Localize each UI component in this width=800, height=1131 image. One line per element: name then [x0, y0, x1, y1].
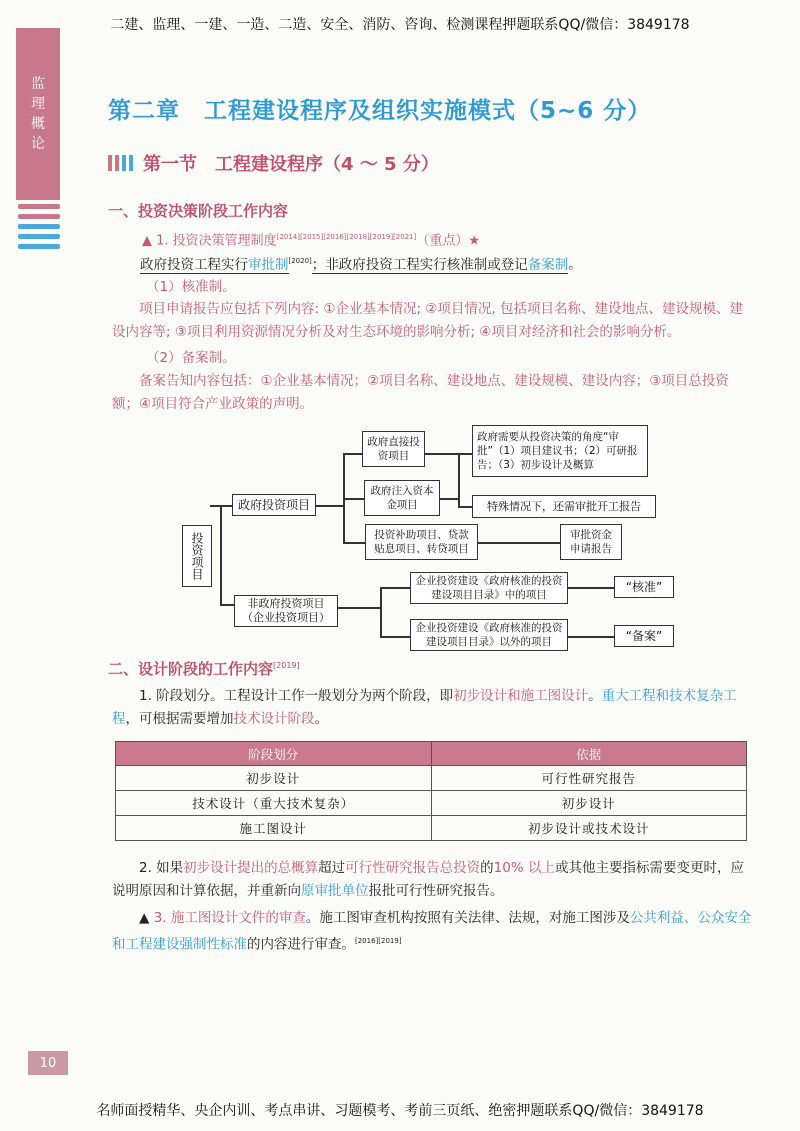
diagram-fund-report: 审批资金申请报告 — [560, 524, 622, 560]
side-tab-char: 理 — [31, 96, 45, 112]
page-number: 10 — [28, 1051, 68, 1075]
dp2-a: 2. 如果 — [139, 860, 184, 876]
dp2-c: 超过 — [318, 860, 346, 876]
heading-design — [108, 658, 300, 679]
table-cell: 初步设计或技术设计 — [431, 816, 747, 841]
line1-f: 。 — [568, 256, 582, 273]
dp2-e: 的 — [480, 860, 494, 876]
side-tab — [16, 28, 60, 200]
line1-b: 审批制 — [248, 256, 289, 273]
design-paragraph-1 — [112, 685, 752, 731]
diagram-root: 投资项目 — [182, 525, 212, 587]
item-1-years: [2014][2015][2016][2018][2019][2021] — [276, 233, 417, 241]
diagram-gov-direct: 政府直接投资项目 — [362, 431, 425, 467]
dp2-g: 或其他主要指标需要变更时，应说明原因和计算依据，并重新向 — [112, 860, 744, 899]
section-title — [108, 150, 439, 176]
table-cell: 施工图设计 — [116, 816, 432, 841]
table-cell: 初步设计 — [116, 766, 432, 791]
design-stage-table — [115, 741, 747, 841]
section-title-text: 第一节 工程建设程序（4 ～ 5 分） — [143, 154, 439, 175]
diagram-record: “备案” — [614, 625, 674, 647]
diagram-nongov: 非政府投资项目（企业投资项目） — [234, 595, 338, 627]
line1-e: 备案制 — [527, 256, 569, 273]
table-header-row — [116, 742, 747, 766]
heading-design-year: [2019] — [273, 661, 300, 670]
dp3-c: 。施工图审查机构按照有关法律、法规，对施工图涉及 — [305, 910, 630, 926]
page-footer: 名师面授精华、央企内训、考点串讲、习题模考、考前三页纸、绝密押题联系QQ/微信：3849178 — [96, 1103, 704, 1119]
dp1-g: 。 — [314, 711, 328, 727]
diagram-gov: 政府投资项目 — [232, 494, 316, 516]
heading-design-text: 二、设计阶段的工作内容 — [108, 660, 274, 678]
line1-d: ；非政府投资工程实行核准制或登记 — [311, 256, 528, 273]
paragraph-approval: 项目申请报告应包括下列内容: ①企业基本情况; ②项目情况, 包括项目名称、建设地点、建设规模、建设内容等; ③项目利用资源情况分析及对生态环境的影响分析; ④项目对经济和社会的影响分析。 — [112, 301, 743, 340]
table-header: 阶段划分 — [116, 742, 432, 766]
dp1-e: ，可根据需要增加 — [125, 711, 234, 727]
line-approval-system — [140, 250, 582, 277]
dp3-a: ▲ — [139, 910, 154, 926]
line1-a: 政府投资工程实行 — [140, 256, 248, 273]
diagram-ent-out: 企业投资建设《政府核准的投资建设项目目录》以外的项目 — [410, 619, 568, 651]
dp2-b: 初步设计提出的总概算 — [183, 860, 319, 876]
item-1-prefix: ▲ 1. 投资决策管理制度 — [142, 233, 277, 249]
dp3-years: [2016][2019] — [355, 937, 402, 945]
side-color-bars — [18, 204, 60, 254]
table-row — [116, 816, 747, 841]
diagram-gov-subsidy: 投资补助项目、贷款贴息项目、转贷项目 — [365, 524, 478, 560]
table-row — [116, 766, 747, 791]
side-tab-char: 概 — [31, 116, 45, 132]
design-paragraph-3 — [112, 907, 752, 957]
section-bars-icon — [108, 155, 133, 171]
dp1-c: 。 — [588, 688, 602, 704]
table-cell: 初步设计 — [431, 791, 747, 816]
table-row — [116, 791, 747, 816]
dp3-d: 公共利益、公众安全和工程建设强制性标准 — [112, 910, 752, 953]
dp3-e: 的内容进行审查。 — [247, 936, 355, 953]
diagram-ent-in: 企业投资建设《政府核准的投资建设项目目录》中的项目 — [410, 572, 568, 604]
table-cell: 技术设计（重大技术复杂） — [116, 791, 432, 816]
dp1-d: 重大工程和技术复杂工程 — [112, 688, 737, 727]
line1-year: [2020] — [288, 257, 312, 265]
page-header: 二建、监理、一建、一造、二造、安全、消防、咨询、检测课程押题联系QQ/微信：3849178 — [110, 17, 690, 33]
diagram-special: 特殊情况下，还需审批开工报告 — [472, 495, 656, 518]
diagram-approve-desc: 政府需要从投资决策的角度“审批”（1）项目建议书；（2）可研报告；（3）初步设计及概算 — [472, 425, 648, 477]
design-paragraph-2 — [112, 857, 752, 903]
side-tab-char: 论 — [31, 136, 45, 152]
diagram-approval: “核准” — [614, 576, 674, 598]
table-cell: 可行性研究报告 — [431, 766, 747, 791]
chapter-title: 第二章 工程建设程序及组织实施模式（5~6 分） — [108, 98, 652, 124]
heading-investment: 一、投资决策阶段工作内容 — [108, 202, 289, 220]
table-header: 依据 — [431, 742, 747, 766]
dp2-i: 报批可行性研究报告。 — [368, 883, 504, 899]
dp2-d: 可行性研究报告总投资 — [345, 860, 481, 876]
subheading-record: （2）备案制。 — [146, 350, 236, 366]
diagram-gov-capital: 政府注入资本金项目 — [364, 480, 440, 516]
side-tab-char: 监 — [31, 76, 45, 92]
dp1-b: 初步设计和施工图设计 — [453, 688, 589, 704]
dp1-f: 技术设计阶段 — [233, 711, 315, 727]
item-1-heading — [142, 226, 480, 252]
paragraph-record: 备案告知内容包括：①企业基本情况；②项目名称、建设地点、建设规模、建设内容；③项目总投资额；④项目符合产业政策的声明。 — [112, 373, 729, 412]
item-1-suffix: （重点）★ — [416, 233, 480, 249]
subheading-approval: （1）核准制。 — [146, 279, 236, 295]
dp1-a: 1. 阶段划分。工程设计工作一般划分为两个阶段，即 — [139, 688, 454, 704]
dp3-b: 3. 施工图设计文件的审查 — [153, 910, 306, 926]
dp2-f: 10% 以上 — [493, 860, 555, 876]
dp2-h: 原审批单位 — [301, 883, 369, 899]
